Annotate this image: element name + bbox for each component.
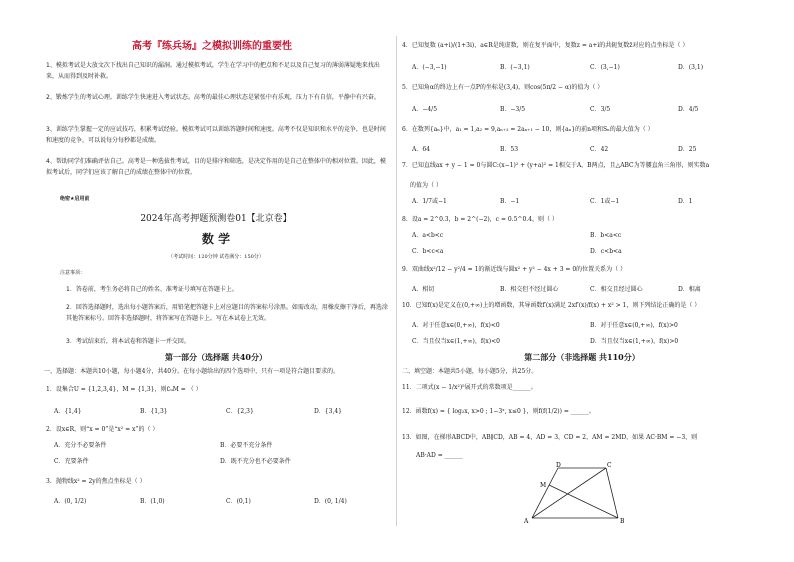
label-a: A [524,518,529,524]
q6-option-a[interactable]: A．64 [412,146,430,153]
q7-option-d[interactable]: D．1 [678,198,693,205]
q3-option-a[interactable]: A．(0, 1/2) [54,498,87,505]
part1-heading: 第一部分（选择题 共40分） [165,352,267,362]
banner-point-4: 4、帮助同学们准确评估自己。高考是一种选拔性考试，目的是排序和筛选，是决定作用的是自己在整体中的相对位置。因此，模拟考试后，同学们应该了解自己的成绩在整体中的位置。 [46,158,386,176]
q8-option-c[interactable]: C．b<c<a [412,248,444,255]
q9-stem: 9．双曲线x²/12 − y²/4 = 1的渐近线与圆x² + y² − 4x + 3 = 0的位置关系为（ ） [402,266,627,273]
left-column [40,0,392,562]
q1-stem: 1．设集合U = {1,2,3,4}，M = {1,3}，则∁ᵤM = （ ） [46,386,202,393]
part2-heading: 第二部分（非选择题 共110分） [524,352,640,362]
q1-option-b[interactable]: B．{1,3} [140,408,168,415]
right-column [402,0,762,562]
segment-bm [549,485,618,518]
q5-option-b[interactable]: B．−3/5 [500,106,526,113]
exam-subject: 数 学 [201,232,231,246]
notes-heading: 注意事项： [60,270,86,276]
q9-option-a[interactable]: A．相切 [412,286,435,293]
trapezoid-figure [520,462,630,524]
label-c: C [607,462,612,469]
q5-option-c[interactable]: C．3/5 [590,106,611,113]
q9-option-b[interactable]: B．相交但不经过圆心 [500,286,559,293]
q5-option-a[interactable]: A．−4/5 [412,106,438,113]
q2-option-d[interactable]: D．既不充分也不必要条件 [220,458,291,465]
q2-option-c[interactable]: C．充要条件 [54,458,89,465]
q3-option-c[interactable]: C．(0,1) [226,498,251,505]
q13-stem-continued: AB·AD = ______ [416,452,463,459]
q1-option-d[interactable]: D．{3,4} [314,408,342,415]
q3-option-d[interactable]: D．(0, 1/4) [314,498,347,505]
q6-option-d[interactable]: D．25 [678,146,697,153]
q8-option-b[interactable]: B．b<a<c [590,232,622,239]
q7-option-c[interactable]: C．1或−1 [590,198,620,205]
note-3: 3．考试结束后，将本试卷和答题卡一并交回。 [66,338,190,345]
q10-option-d[interactable]: D．当且仅当x∈(1,+∞)，f(x)>0 [590,338,679,345]
note-2: 2．回答选择题时，选出每小题答案后，用铅笔把答题卡上对应题目的答案标号涂黑。如需改动，用橡皮擦干净后，再选涂其他答案标号。回答非选择题时，将答案写在答题卡上。写在本试卷上无效。 [66,304,388,322]
q7-stem-continued: 的值为（ ） [410,182,442,189]
q8-stem: 8．设a = 2^0.3，b = 2^(−2)，c = 0.5^0.4，则（ ） [402,216,558,223]
q3-stem: 3．抛物线x² = 2y的焦点坐标是（ ） [46,478,146,485]
diagonal-ac [532,468,606,518]
label-d: D [556,462,561,469]
column-divider [396,36,397,526]
q12-stem: 12．函数f(x) = { log₂x, x>0 ; 1−3ˣ, x≤0 }，则f(f(1/2)) = ______。 [402,408,595,415]
q5-stem: 5．已知角α的终边上有一点P的坐标是(3,4)，则cos(5π/2 − α)的值为（ ） [402,84,604,91]
note-1: 1．答卷前，考生务必将自己的姓名、准考证号填写在答题卡上。 [66,286,238,293]
q5-option-d[interactable]: D．4/5 [678,106,699,113]
q10-stem: 10．已知f(x)是定义在(0,+∞)上的增函数，其导函数f′(x)满足 2xf′(x)/f(x) + x² > 1，则下列结论正确的是（ ） [402,302,701,309]
q7-option-a[interactable]: A．1/7或−1 [412,198,447,205]
q7-stem: 7．已知直线ax + y − 1 = 0与圆C:(x−1)² + (y+a)² = 1相交于A，B两点，且△ABC为等腰直角三角形，则实数a [402,162,710,169]
label-m: M [540,482,547,489]
q4-option-a[interactable]: A．(−3,−1) [412,64,447,71]
q10-option-b[interactable]: B．对于任意x∈(0,+∞)，f(x)>0 [590,322,678,329]
part2-instruction: 二、填空题：本题共5小题，每小题5分，共25分。 [402,368,538,375]
q2-stem: 2．设x∈R，则“x = 0”是“x² = x”的（ ） [46,426,159,433]
q7-option-b[interactable]: B．−1 [500,198,520,205]
q4-option-b[interactable]: B．(−3,1) [500,64,530,71]
q9-option-d[interactable]: D．相离 [678,286,701,293]
part1-instruction: 一、选择题：本题共10小题，每小题4分，共40分。在每小题给出的四个选项中，只有一项是符合题目要求的。 [44,368,340,375]
q4-option-c[interactable]: C．(3,−1) [590,64,620,71]
banner-title: 高考『练兵场』之模拟训练的重要性 [132,41,292,52]
exam-meta: （考试时间：120分钟 试卷满分：150分） [168,254,264,260]
exam-title: 2024年高考押题预测卷01【北京卷】 [140,214,292,224]
q2-option-a[interactable]: A．充分不必要条件 [54,442,107,449]
q4-option-d[interactable]: D．(3,1) [678,64,704,71]
q9-option-c[interactable]: C．相交且经过圆心 [590,286,643,293]
edge-cb [606,468,618,518]
q10-option-a[interactable]: A．对于任意x∈(0,+∞)，f(x)<0 [412,322,500,329]
banner-point-1: 1、模拟考试是大放文次下找出自己知识的漏洞。通过模拟考试，学生在学习中的把点和不足以及自己复习的薄弱薄疑地来找出来，从而得到及时补救。 [46,62,380,80]
q8-option-a[interactable]: A．a<b<c [412,232,444,239]
q6-option-b[interactable]: B．53 [500,146,519,153]
q8-option-d[interactable]: D．c<b<a [590,248,622,255]
q13-stem: 13．如图，在梯形ABCD中，AB∥CD，AB = 4，AD = 3，CD = 2，AM = 2MD，如果 AC·BM = −3，则 [402,434,698,441]
label-b: B [620,518,625,524]
q6-option-c[interactable]: C．42 [590,146,609,153]
q3-option-b[interactable]: B．(1,0) [140,498,165,505]
edge-ad [532,468,558,518]
q10-option-c[interactable]: C．当且仅当x∈(1,+∞)，f(x)<0 [412,338,500,345]
q1-option-c[interactable]: C．{2,3} [226,408,254,415]
secret-label: 绝密★启用前 [60,196,90,202]
banner-point-2: 2、锻炼学生的考试心理。训练学生快速进入考试状态。高考的最佳心理状态是紧张中有乐观，压力下有自信，平静中有兴奋。 [46,94,380,101]
q4-stem: 4．已知复数 (a+i)/(1+3i)，a∈R是纯虚数，则在复平面中，复数z = a+i的共轭复数z̄对应的点坐标是（ ） [402,42,689,49]
banner-point-3: 3、训练学生掌握一定的应试技巧，积累考试经验。模拟考试可以训练答题时间和速度。高考不仅是知识和水平的竞争，也是时间和速度的竞争，可以说每分每秒都是成绩。 [46,126,386,144]
q6-stem: 6．在数列{aₙ}中，a₁ = 1,a₂ = 9,aₙ₊₂ = 2aₙ₊₁ − 10，则{aₙ}的前n项和Sₙ的最大值为（ ） [402,126,654,133]
q2-option-b[interactable]: B．必要不充分条件 [220,442,273,449]
q11-stem: 11．二项式(x − 1/x²)⁵展开式的常数项是______。 [402,384,537,391]
q1-option-a[interactable]: A．{1,4} [54,408,82,415]
